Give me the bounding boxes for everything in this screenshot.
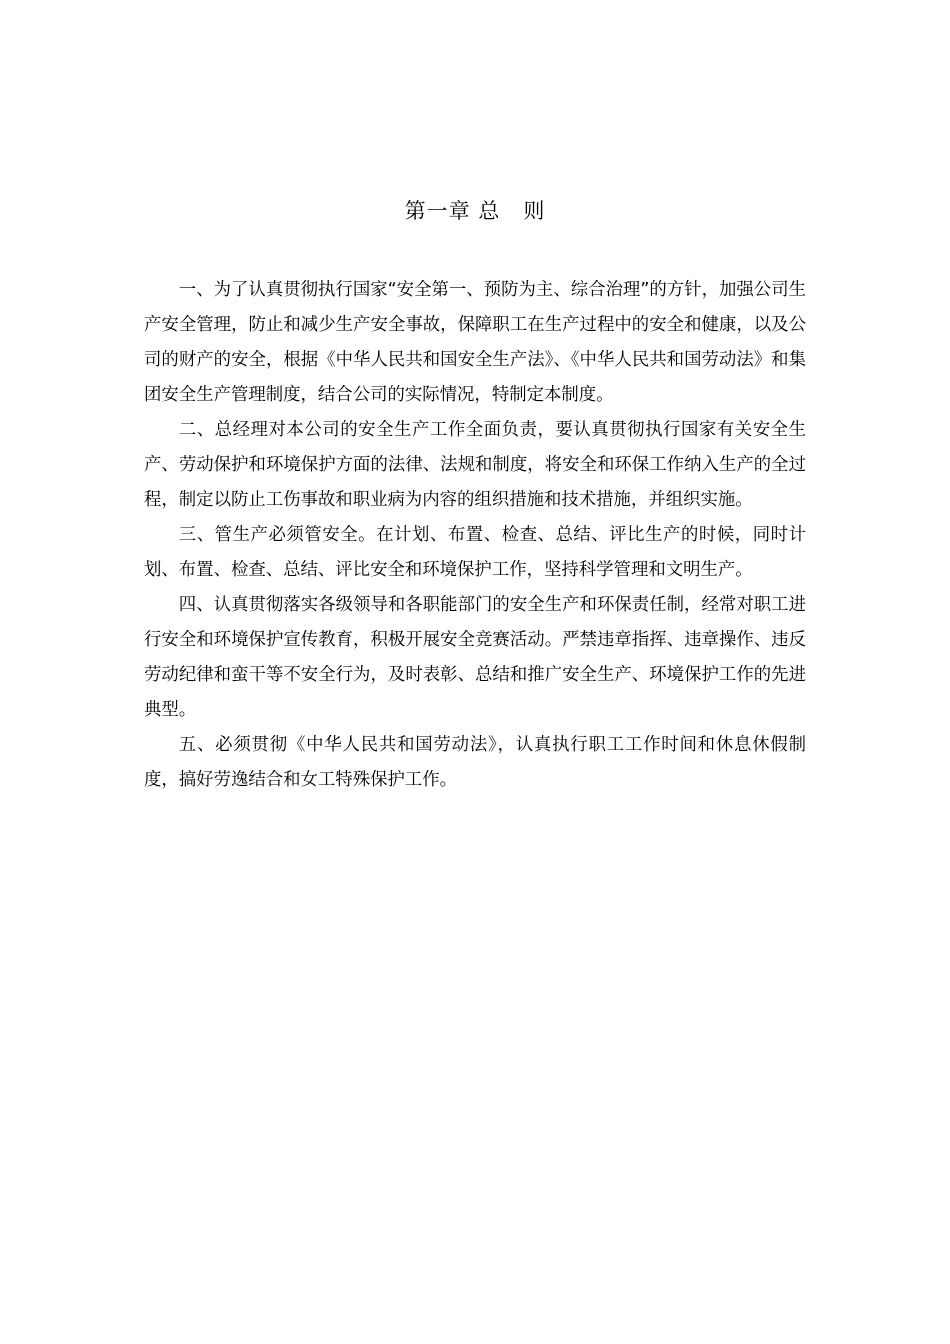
paragraph-5: 五、必须贯彻《中华人民共和国劳动法》，认真执行职工工作时间和休息休假制度，搞好劳逸结合和女工特殊保护工作。 xyxy=(144,735,806,790)
chapter-title: 第一章 总 则 xyxy=(404,199,546,223)
paragraph-1: 一、为了认真贯彻执行国家“安全第一、预防为主、综合治理”的方针，加强公司生产安全管理，防止和减少生产安全事故，保障职工在生产过程中的安全和健康，以及公司的财产的安全，根据《中华人民共和国安全生产法》、《中华人民共和国劳动法》和集团安全生产管理制度，结合公司的实际情况，特制定本制度。 xyxy=(144,280,806,405)
document-body xyxy=(144,273,806,798)
paragraph-3: 三、管生产必须管安全。在计划、布置、检查、总结、评比生产的时候，同时计划、布置、检查、总结、评比安全和环境保护工作，坚持科学管理和文明生产。 xyxy=(144,525,806,580)
paragraph-4: 四、认真贯彻落实各级领导和各职能部门的安全生产和环保责任制，经常对职工进行安全和环境保护宣传教育，积极开展安全竞赛活动。严禁违章指挥、违章操作、违反劳动纪律和蛮干等不安全行为，及时表彰、总结和推广安全生产、环境保护工作的先进典型。 xyxy=(144,595,806,720)
paragraph-2: 二、总经理对本公司的安全生产工作全面负责，要认真贯彻执行国家有关安全生产、劳动保护和环境保护方面的法律、法规和制度，将安全和环保工作纳入生产的全过程，制定以防止工伤事故和职业病为内容的组织措施和技术措施，并组织实施。 xyxy=(144,420,806,510)
